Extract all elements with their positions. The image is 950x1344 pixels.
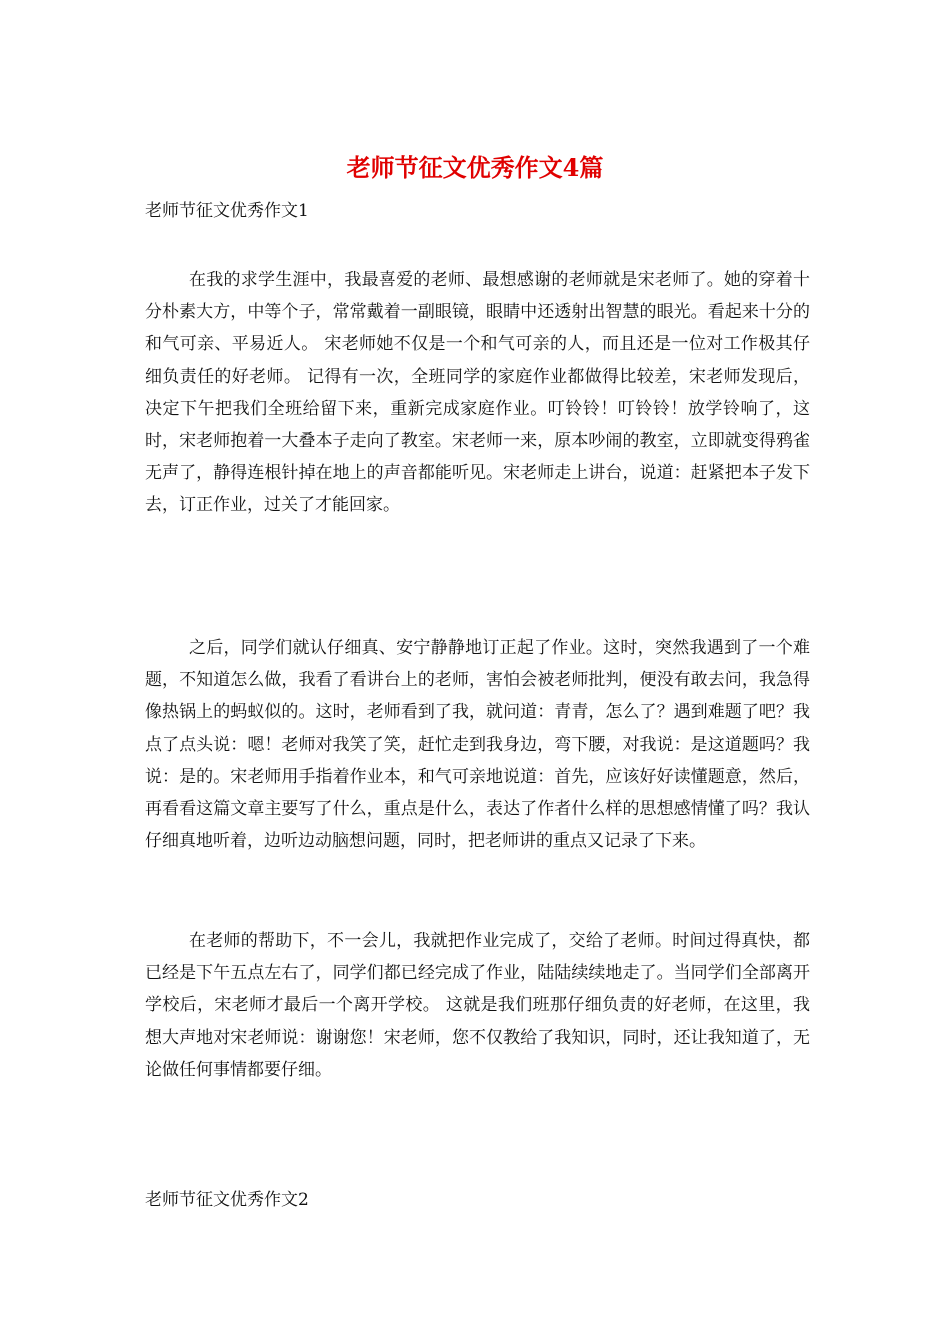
essay-1-paragraph-2: 之后，同学们就认仔细真、安宁静静地订正起了作业。这时，突然我遇到了一个难题，不知道怎么做，我看了看讲台上的老师，害怕会被老师批判，便没有敢去问，我急得像热锅上的蚂蚁似的。这时，老师看到了我，就问道：青青，怎么了？遇到难题了吧？我点了点头说：嗯！老师对我笑了笑，赶忙走到我身边，弯下腰，对我说：是这道题吗？我说：是的。宋老师用手指着作业本，和气可亲地说道：首先，应该好好读懂题意，然后，再看看这篇文章主要写了什么，重点是什么，表达了作者什么样的思想感情懂了吗？我认仔细真地听着，边听边动脑想问题，同时，把老师讲的重点又记录了下来。 [145,638,810,852]
document-title: 老师节征文优秀作文4篇 [346,153,604,182]
essay-heading-2: 老师节征文优秀作文2 [145,1190,309,1210]
essay-heading-1: 老师节征文优秀作文1 [145,201,309,221]
essay-1-paragraph-1: 在我的求学生涯中，我最喜爱的老师、最想感谢的老师就是宋老师了。她的穿着十分朴素大方，中等个子，常常戴着一副眼镜，眼睛中还透射出智慧的眼光。看起来十分的和气可亲、平易近人。 宋老师她不仅是一个和气可亲的人，而且还是一位对工作极其仔细负责任的好老师。 记得有一次，全班同学的家庭作业都做得比较差，宋老师发现后，决定下午把我们全班给留下来，重新完成家庭作业。叮铃铃！叮铃铃！放学铃响了，这时，宋老师抱着一大叠本子走向了教室。宋老师一来，原本吵闹的教室，立即就变得鸦雀无声了，静得连根针掉在地上的声音都能听见。宋老师走上讲台，说道：赶紧把本子发下去，订正作业，过关了才能回家。 [145,270,810,516]
essay-1-paragraph-3: 在老师的帮助下，不一会儿，我就把作业完成了，交给了老师。时间过得真快，都已经是下午五点左右了，同学们都已经完成了作业，陆陆续续地走了。当同学们全部离开学校后，宋老师才最后一个离开学校。 这就是我们班那仔细负责的好老师，在这里，我想大声地对宋老师说：谢谢您！宋老师，您不仅教给了我知识，同时，还让我知道了，无论做任何事情都要仔细。 [145,931,810,1080]
